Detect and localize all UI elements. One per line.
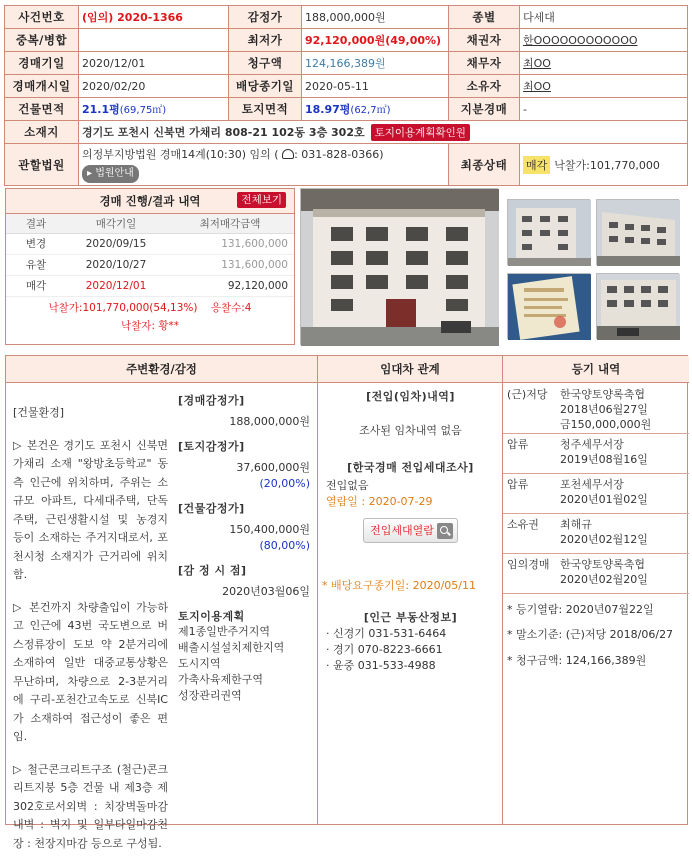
land-area-value: 18.97평	[305, 103, 351, 116]
registry-column	[503, 356, 689, 824]
appraisal-label: 감정가	[229, 6, 302, 29]
address-value: 경기도 포천시 신북면 가채리 808-21 102동 3층 302호	[82, 125, 365, 139]
owner-label: 소유자	[449, 75, 520, 98]
row-result: 매각	[6, 275, 66, 296]
dividend-deadline	[318, 578, 503, 594]
row-date: 2020/12/01	[66, 275, 166, 296]
registry-date: 2019년08월16일	[560, 453, 648, 466]
table-row	[6, 275, 294, 296]
list-item	[503, 384, 689, 434]
apr-bldg-pct: (80,00%)	[259, 539, 310, 552]
registry-kind: (근)저당	[507, 388, 548, 401]
final-value: 낙찰가:101,770,000	[554, 158, 660, 172]
apr-total-value: 188,000,000원	[229, 415, 310, 428]
registry-header: 등기 내역	[503, 356, 689, 383]
zone-item: 제1종일반주거지역	[178, 625, 271, 638]
case-info-table	[4, 5, 688, 186]
court-phone: : 031-828-0366)	[294, 147, 384, 161]
move-in-survey-button[interactable]: 전입세대열람	[363, 518, 458, 543]
list-item	[503, 474, 689, 514]
zone-item: 가축사육제한구역	[178, 673, 264, 686]
winning-bid-note: 낙찰가:101,770,000(54,13%) 응찰수:4	[48, 301, 252, 314]
registry-party: 포천세무서장	[560, 478, 624, 491]
registry-kind: 압류	[507, 478, 529, 491]
survey-button-wrap	[318, 518, 503, 543]
registry-basis: * 말소기준: (근)저당 2018/06/27	[507, 628, 674, 641]
registry-date: 2020년02월20일	[560, 573, 648, 586]
list-item: · 경기 070-8223-6661	[326, 643, 443, 656]
photo-thumb-3[interactable]	[507, 273, 590, 339]
start-date-label: 경매개시일	[5, 75, 79, 98]
bldg-area-label: 건물면적	[5, 98, 79, 121]
photo-thumb-1[interactable]	[507, 199, 590, 265]
land-area-sub: (62,7㎡)	[350, 105, 391, 116]
debtor-label: 채무자	[449, 52, 520, 75]
row-price: 131,600,000	[166, 254, 294, 275]
address-label: 소재지	[5, 121, 79, 144]
type-label: 종별	[449, 6, 520, 29]
court-value: 의정부지방법원 경매14계(10:30) 임의 (	[82, 147, 279, 161]
owner-link[interactable]: 최OO	[523, 80, 551, 93]
court-label: 관할법원	[5, 144, 79, 186]
deadline-value: 2020-05-11	[302, 75, 449, 98]
land-plan-button[interactable]: 토지이용계획확인원	[371, 124, 470, 141]
apr-date-heading: [감 정 시 점]	[178, 564, 247, 577]
claim-label: 청구액	[229, 52, 302, 75]
creditor-link[interactable]: 한OOOOOOOOOOOO	[523, 34, 638, 47]
history-header	[6, 189, 294, 214]
list-item: · 윤중 031-533-4988	[326, 659, 436, 672]
claim-value: 124,166,389원	[302, 52, 449, 75]
address-cell	[79, 121, 688, 144]
auction-date-value: 2020/12/01	[79, 52, 229, 75]
table-row	[6, 254, 294, 275]
apr-land-heading: [토지감정가]	[178, 440, 245, 453]
nearby-heading-text: [인근 부동산정보]	[363, 611, 458, 624]
environment-title: [건물환경]	[13, 406, 65, 419]
min-price-value: 92,120,000원(49,00%)	[302, 29, 449, 52]
row-price: 131,600,000	[166, 233, 294, 254]
appraisal-value: 188,000,000원	[302, 6, 449, 29]
winner-note: 낙찰자: 황**	[121, 319, 179, 332]
dividend-deadline-text: * 배당요구종기일: 2020/05/11	[322, 579, 476, 592]
appraisal-summary	[178, 388, 310, 704]
col-min-price: 최저매각금액	[166, 214, 294, 233]
share-label: 지분경매	[449, 98, 520, 121]
environment-text	[13, 404, 168, 867]
nearby-heading	[318, 609, 503, 625]
tenant-heading-text: [전입(임차)내역]	[366, 390, 455, 403]
environment-para-2: ▷ 본건까지 차량출입이 가능하고 인근에 43번 국도변으로 버스정류장이 도보 약 2분거리에 소재하여 일반 대중교통상황은 무난하며, 차량으로 2-3분거리에 구리-포천간고속도로 신북IC가 소재하여 접근성이 좋은 편임.	[13, 600, 168, 743]
apr-land-pct: (20,00%)	[259, 477, 310, 490]
land-area-cell	[302, 98, 449, 121]
view-date: 열람일 : 2020-07-29	[326, 495, 433, 508]
details-panel	[5, 355, 688, 850]
registry-date: 2020년02월12일	[560, 533, 648, 546]
apr-bldg-value: 150,400,000원	[229, 523, 310, 536]
min-price-label: 최저가	[229, 29, 302, 52]
deadline-label: 배당종기일	[229, 75, 302, 98]
view-all-button[interactable]: 전체보기	[237, 192, 286, 208]
col-result: 결과	[6, 214, 66, 233]
bldg-area-cell	[79, 98, 229, 121]
tenant-column	[318, 356, 503, 824]
col-date: 매각기일	[66, 214, 166, 233]
registry-party: 청주세무서장	[560, 438, 624, 451]
registry-date: 2020년01월02일	[560, 493, 648, 506]
tenant-heading-2	[318, 459, 503, 475]
registry-claim: * 청구금액: 124,166,389원	[507, 654, 647, 667]
start-date-value: 2020/02/20	[79, 75, 229, 98]
type-value: 다세대	[520, 6, 688, 29]
registry-view-date: * 등기열람: 2020년07월22일	[507, 603, 654, 616]
row-result: 유찰	[6, 254, 66, 275]
photo-thumb-2[interactable]	[596, 199, 679, 265]
history-table	[6, 214, 294, 297]
apr-land-value: 37,600,000원	[236, 461, 310, 474]
list-item	[503, 434, 689, 474]
apr-bldg-heading: [건물감정가]	[178, 502, 245, 515]
environment-para-1: ▷ 본건은 경기도 포천시 신북면 가채리 소재 "왕방초등학교" 동측 인근에 위치하며, 주위는 소규모 아파트, 다세대주택, 단독주택, 근린생활시설 및 농경지 등이 소재하는 주거지대로서, 포천시청 소재지가 근거리에 위치함.	[13, 438, 168, 581]
auction-history-panel	[5, 188, 295, 345]
tenant-heading-1	[318, 388, 503, 404]
share-value: -	[520, 98, 688, 121]
main-building-photo[interactable]	[300, 188, 498, 345]
tenant-survey-heading: [한국경매 전입세대조사]	[347, 461, 474, 474]
land-area-label: 토지면적	[229, 98, 302, 121]
bldg-area-value: 21.1평	[82, 103, 120, 116]
tenant-header: 임대차 관계	[318, 356, 502, 383]
no-move-in: 전입없음	[326, 479, 369, 492]
registry-kind: 압류	[507, 438, 529, 451]
history-title: 경매 진행/결과 내역	[99, 194, 201, 208]
dup-label: 중복/병합	[5, 29, 79, 52]
registry-party: 한국양토양록축협	[560, 388, 646, 401]
apr-date-value: 2020년03월06일	[222, 585, 310, 598]
tenant-none: 조사된 임차내역 없음	[359, 424, 462, 437]
auction-date-label: 경매기일	[5, 52, 79, 75]
list-item: · 신경기 031-531-6464	[326, 627, 447, 640]
bldg-area-sub: (69,75㎡)	[119, 105, 167, 116]
court-cell	[79, 144, 449, 186]
environment-para-3: ▷ 철근콘크리트구조 (철근)콘크리트지붕 5층 건물 내 제3층 제302호로서외벽 : 치장벽돌마감내벽 : 벽지 및 일부타일마감천장 : 천장지마감 등으로 구성됨.	[13, 762, 168, 850]
environment-header: 주변환경/감정	[6, 356, 317, 383]
row-price: 92,120,000	[166, 275, 294, 296]
row-result: 변경	[6, 233, 66, 254]
registry-date: 2018년06월27일	[560, 403, 648, 416]
search-icon	[437, 523, 453, 539]
registry-amount: 금150,000,000원	[560, 418, 652, 431]
table-row	[6, 233, 294, 254]
debtor-link[interactable]: 최OO	[523, 57, 551, 70]
environment-column	[6, 356, 318, 850]
case-no-label: 사건번호	[5, 6, 79, 29]
registry-kind: 소유권	[507, 518, 539, 531]
zone-item: 도시지역	[178, 657, 221, 670]
creditor-label: 채권자	[449, 29, 520, 52]
dup-value	[79, 29, 229, 52]
list-item	[503, 514, 689, 554]
nearby-list	[318, 626, 503, 674]
final-cell	[520, 144, 688, 186]
court-guide-button[interactable]: ▸ 법원안내	[82, 165, 139, 183]
list-item	[503, 554, 689, 594]
row-date: 2020/09/15	[66, 233, 166, 254]
registry-party: 한국양토양록축협	[560, 558, 646, 571]
case-no-value: (임의) 2020-1366	[79, 6, 229, 29]
zone-item: 성장관리권역	[178, 689, 242, 702]
zone-item: 배출시설설치제한지역	[178, 641, 285, 654]
sold-badge: 매각	[523, 156, 550, 174]
apr-total-heading: [경매감정가]	[178, 394, 245, 407]
phone-icon	[282, 149, 294, 159]
land-plan-heading: 토지이용계획	[178, 610, 245, 623]
final-label: 최종상태	[449, 144, 520, 186]
registry-kind: 임의경매	[507, 558, 550, 571]
registry-party: 최해규	[560, 518, 592, 531]
row-date: 2020/10/27	[66, 254, 166, 275]
photo-thumb-4[interactable]	[596, 273, 679, 339]
tenant-survey-info	[318, 478, 503, 510]
